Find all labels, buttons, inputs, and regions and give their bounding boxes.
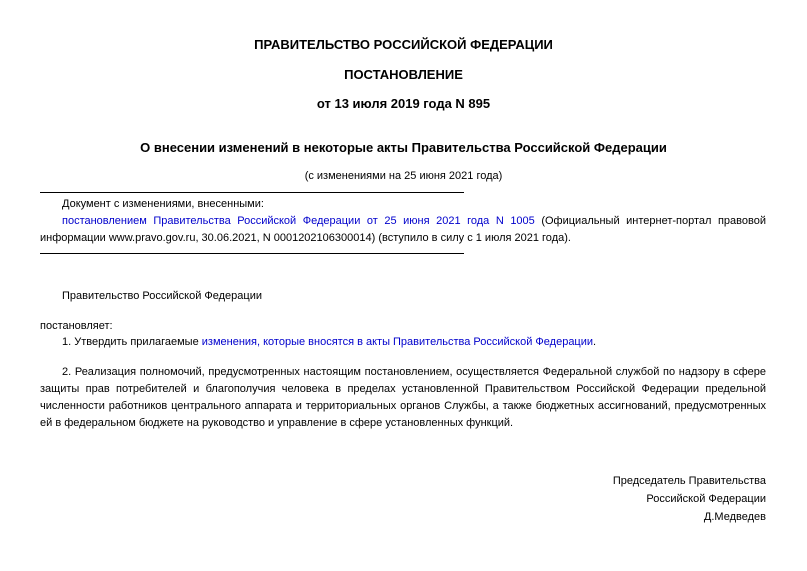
revision-note: (с изменениями на 25 июня 2021 года) bbox=[304, 170, 503, 182]
bottom-divider bbox=[40, 253, 464, 254]
changes-attachment-link[interactable]: изменения, которые вносятся в акты Правительства Российской Федерации bbox=[201, 336, 594, 348]
top-divider bbox=[40, 192, 464, 193]
document-title: О внесении изменений в некоторые акты Правительства Российской Федерации bbox=[140, 140, 667, 155]
item-1 bbox=[40, 334, 766, 351]
item-1-prefix: 1. Утвердить прилагаемые bbox=[62, 336, 202, 348]
amendment-link[interactable]: постановлением Правительства Российской Федерации от 25 июня 2021 года N 1005 bbox=[62, 215, 535, 227]
changes-intro: Документ с изменениями, внесенными: bbox=[62, 198, 264, 210]
signature-line-1: Председатель Правительства bbox=[612, 475, 766, 487]
doc-type-heading: ПОСТАНОВЛЕНИЕ bbox=[344, 67, 463, 82]
date-number-heading: от 13 июля 2019 года N 895 bbox=[316, 96, 491, 111]
org-heading: ПРАВИТЕЛЬСТВО РОССИЙСКОЙ ФЕДЕРАЦИИ bbox=[254, 37, 553, 52]
amendment-details: (Официальный интернет-портал правовой информации www.pravo.gov.ru, 30.06.2021, N 0001202106300014) (вступило в силу с 1 июля 2021 года). bbox=[40, 215, 766, 244]
item-2: 2. Реализация полномочий, предусмотренных настоящим постановлением, осуществляется Федеральной службой по надзору в сфере защиты прав потребителей и благополучия человека в пределах установленной Правительством Российской Федерации предельной численности работников центрального аппарата и территориальных органов Службы, а также бюджетных ассигнований, предусмотренных ей в федеральном бюджете на руководство и управление в сфере установленных функций. bbox=[40, 366, 766, 429]
changes-paragraph bbox=[40, 213, 766, 247]
item-1-suffix: . bbox=[593, 336, 597, 348]
signature-line-2: Российской Федерации bbox=[646, 493, 766, 505]
decrees-line: постановляет: bbox=[40, 320, 113, 332]
government-line: Правительство Российской Федерации bbox=[62, 290, 262, 302]
signature-block bbox=[613, 472, 766, 526]
signature-line-3: Д.Медведев bbox=[703, 511, 766, 523]
